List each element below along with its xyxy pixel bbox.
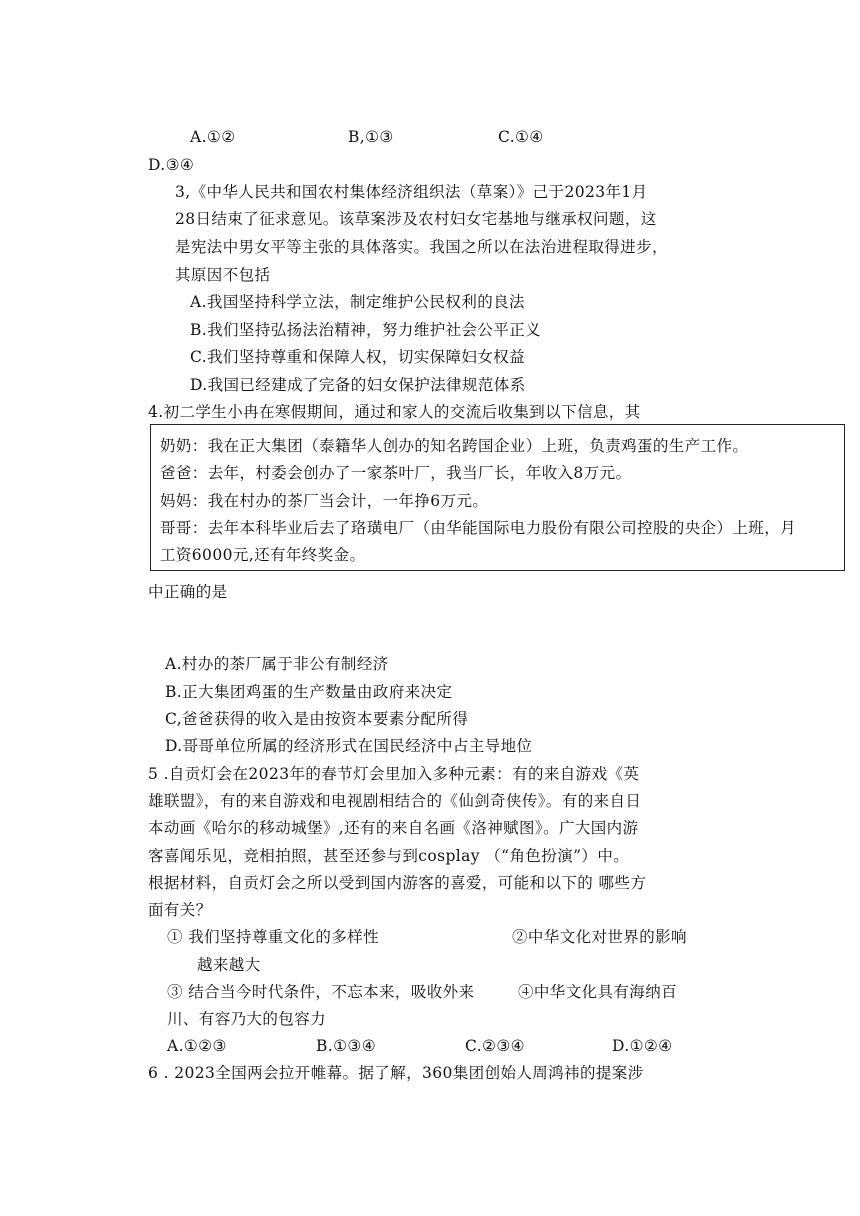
q4-option-c: C,爸爸获得的收入是由按资本要素分配所得 — [165, 710, 469, 728]
q5-stem-line: 面有关？ — [148, 901, 212, 919]
q5-option-b: B.①③④ — [316, 1037, 377, 1055]
q5-stem-line: 本动画《哈尔的移动城堡》,还有的来自名画《洛神赋图》。广大国内游 — [148, 819, 639, 837]
q5-option-a: A.①②③ — [167, 1037, 227, 1055]
q5-item-3: ③ 结合当今时代条件，不忘本来，吸收外来 — [167, 983, 475, 1001]
q4-stem-end: 中正确的是 — [148, 583, 228, 601]
q6-stem-start: 6 . 2023全国两会拉开帷幕。据了解，360集团创始人周鸿祎的提案涉 — [148, 1064, 644, 1082]
q3-option-d: D.我国已经建成了完备的妇女保护法律规范体系 — [190, 376, 526, 394]
q2-option-d: D.③④ — [148, 156, 195, 174]
q4-option-a: A.村办的茶厂属于非公有制经济 — [165, 655, 389, 673]
q5-item-1: ① 我们坚持尊重文化的多样性 — [167, 928, 380, 946]
q4-box-line: 奶奶：我在正大集团（泰籍华人创办的知名跨国企业）上班，负责鸡蛋的生产工作。 — [160, 437, 749, 455]
q5-option-d: D.①②④ — [612, 1037, 673, 1055]
q5-stem-line: 客喜闻乐见，竞相拍照，甚至还参与到cosplay （“角色扮演”）中。 — [148, 847, 630, 865]
q4-box-line: 哥哥：去年本科毕业后去了珞璜电厂（由华能国际电力股份有限公司控股的央企）上班，月 — [160, 519, 797, 537]
q5-item-2-cont: 越来越大 — [197, 956, 261, 974]
q2-option-c: C.①④ — [498, 128, 544, 146]
q4-option-b: B.正大集团鸡蛋的生产数量由政府来决定 — [165, 683, 453, 701]
q3-option-b: B.我们坚持弘扬法治精神，努力维护社会公平正义 — [190, 321, 542, 339]
q2-option-b: B,①③ — [348, 128, 394, 146]
q4-stem-start: 4.初二学生小冉在寒假期间，通过和家人的交流后收集到以下信息，其 — [148, 403, 641, 421]
q4-box-line: 妈妈：我在村办的茶厂当会计，一年挣6万元。 — [160, 492, 489, 510]
q5-stem-line: 5 .自贡灯会在2023年的春节灯会里加入多种元素：有的来自游戏《英 — [148, 765, 640, 783]
q2-option-a: A.①② — [190, 128, 236, 146]
q5-item-2: ②中华文化对世界的影响 — [512, 928, 687, 946]
q4-box-line: 工资6000元,还有年终奖金。 — [160, 546, 366, 564]
q5-stem-line: 根据材料，自贡灯会之所以受到国内游客的喜爱，可能和以下的 哪些方 — [148, 874, 647, 892]
q5-option-c: C.②③④ — [465, 1037, 525, 1055]
q3-stem-line: 其原因不包括 — [175, 266, 271, 284]
q3-stem-line: 3,《中华人民共和国农村集体经济组织法（草案）》己于2023年1月 — [175, 183, 648, 201]
q3-stem-line: 是宪法中男女平等主张的具体落实。我国之所以在法治进程取得进步， — [175, 238, 668, 256]
q3-stem-line: 28日结束了征求意见。该草案涉及农村妇女宅基地与继承权问题，这 — [175, 210, 657, 228]
q4-box-line: 爸爸：去年，村委会创办了一家茶叶厂，我当厂长，年收入8万元。 — [160, 464, 632, 482]
q5-item-4: ④中华文化具有海纳百 — [518, 983, 678, 1001]
q5-stem-line: 雄联盟》，有的来自游戏和电视剧相结合的《仙剑奇侠传》。有的来自日 — [148, 792, 642, 810]
q5-item-4-cont: 川、有容乃大的包容力 — [167, 1010, 327, 1028]
q3-option-a: A.我国坚持科学立法，制定维护公民权利的良法 — [190, 293, 525, 311]
q3-option-c: C.我们坚持尊重和保障人权，切实保障妇女权益 — [190, 348, 526, 366]
q4-option-d: D.哥哥单位所属的经济形式在国民经济中占主导地位 — [165, 737, 533, 755]
